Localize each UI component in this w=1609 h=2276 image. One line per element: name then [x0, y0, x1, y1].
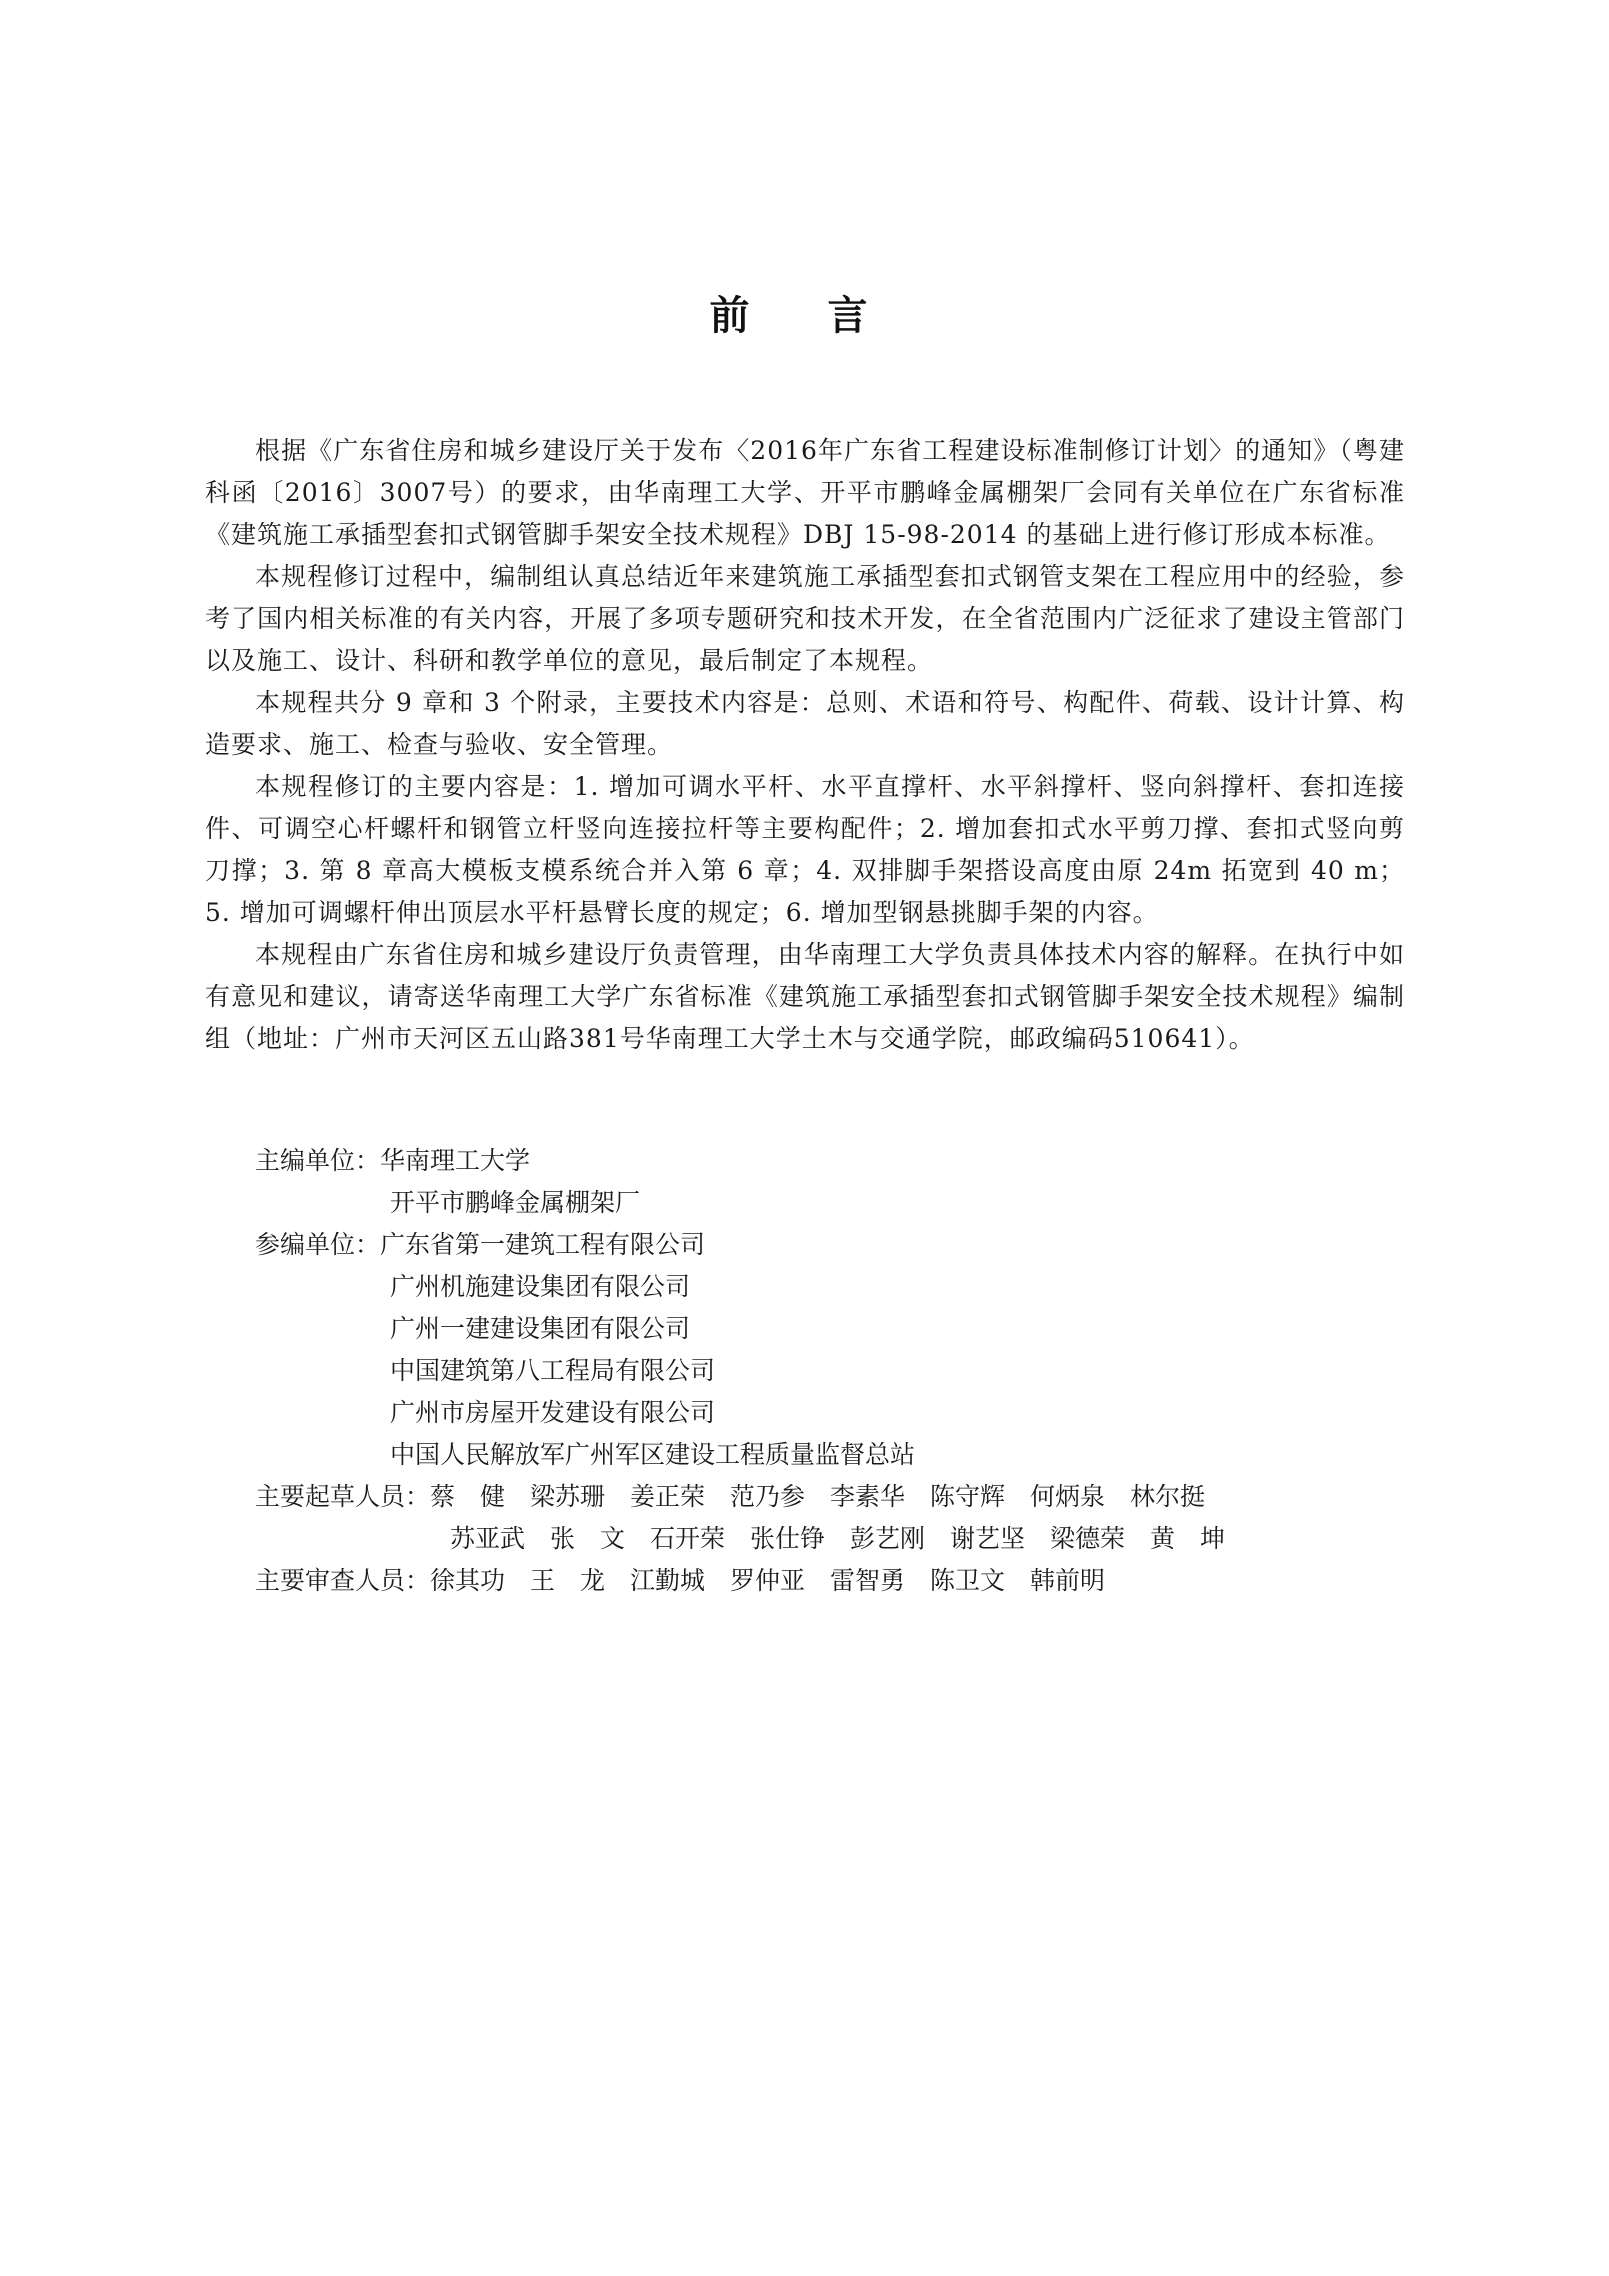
- chief-editor-unit: 华南理工大学: [380, 1146, 531, 1175]
- participant-unit: 中国人民解放军广州军区建设工程质量监督总站: [390, 1440, 916, 1469]
- participant-row: [255, 1350, 1405, 1392]
- participant-unit: 广东省第一建筑工程有限公司: [380, 1230, 706, 1259]
- drafter-name: 梁德荣: [1050, 1524, 1126, 1553]
- participant-unit: 广州机施建设集团有限公司: [390, 1272, 691, 1301]
- reviewer-name: 韩前明: [1030, 1566, 1106, 1595]
- drafter-name: 张仕铮: [750, 1524, 826, 1553]
- participant-unit: 广州市房屋开发建设有限公司: [390, 1398, 716, 1427]
- drafter-name: 何炳泉: [1030, 1482, 1106, 1511]
- participant-row: [255, 1266, 1405, 1308]
- paragraph-4: 本规程修订的主要内容是：1. 增加可调水平杆、水平直撑杆、水平斜撑杆、竖向斜撑杆、套扣连接件、可调空心杆螺杆和钢管立杆竖向连接拉杆等主要构配件；2. 增加套扣式水平剪刀撑、套扣式竖向剪刀撑；3. 第 8 章高大模板支模系统合并入第 6 章；4. 双排脚手架搭设高度由原 24m 拓宽到 40 m；5. 增加可调螺杆伸出顶层水平杆悬臂长度的规定；6. 增加型钢悬挑脚手架的内容。: [205, 772, 1405, 927]
- reviewers-names: [430, 1560, 1130, 1602]
- paragraph-1: 根据《广东省住房和城乡建设厅关于发布〈2016年广东省工程建设标准制修订计划〉的通知》（粤建科函〔2016〕3007号）的要求，由华南理工大学、开平市鹏峰金属棚架厂会同有关单位在广东省标准《建筑施工承插型套扣式钢管脚手架安全技术规程》DBJ 15-98-2014 的基础上进行修订形成本标准。: [205, 436, 1405, 549]
- drafter-name: 梁苏珊: [530, 1482, 606, 1511]
- drafter-name: 彭艺刚: [850, 1524, 926, 1553]
- participant-row: [255, 1308, 1405, 1350]
- reviewer-name: 雷智勇: [830, 1566, 906, 1595]
- drafter-name: 黄 坤: [1150, 1524, 1226, 1553]
- reviewer-name: 陈卫文: [930, 1566, 1006, 1595]
- drafter-name: 陈守辉: [930, 1482, 1006, 1511]
- participant-row: [255, 1434, 1405, 1476]
- paragraph-5: 本规程由广东省住房和城乡建设厅负责管理，由华南理工大学负责具体技术内容的解释。在执行中如有意见和建议，请寄送华南理工大学广东省标准《建筑施工承插型套扣式钢管脚手架安全技术规程》编制组（地址：广州市天河区五山路381号华南理工大学土木与交通学院，邮政编码510641）。: [205, 940, 1405, 1053]
- drafter-name: 苏亚武: [450, 1524, 526, 1553]
- participant-row: [255, 1392, 1405, 1434]
- reviewer-name: 罗仲亚: [730, 1566, 806, 1595]
- drafter-name: 范乃参: [730, 1482, 806, 1511]
- drafters-names: [430, 1476, 1230, 1518]
- reviewer-name: 王 龙: [530, 1566, 606, 1595]
- credits-section: [255, 1140, 1405, 1602]
- drafters-label: 主要起草人员：: [255, 1482, 431, 1511]
- drafter-name: 谢艺坚: [950, 1524, 1026, 1553]
- chief-editor-label: 主编单位：: [255, 1146, 381, 1175]
- drafters-row: [255, 1518, 1405, 1560]
- reviewers-label: 主要审查人员：: [255, 1566, 431, 1595]
- drafters-names: [450, 1518, 1250, 1560]
- chief-editor-row: [255, 1140, 1405, 1182]
- paragraph-2: 本规程修订过程中，编制组认真总结近年来建筑施工承插型套扣式钢管支架在工程应用中的经验，参考了国内相关标准的有关内容，开展了多项专题研究和技术开发，在全省范围内广泛征求了建设主管部门以及施工、设计、科研和教学单位的意见，最后制定了本规程。: [205, 562, 1405, 675]
- drafter-name: 张 文: [550, 1524, 626, 1553]
- reviewers-row: [255, 1560, 1405, 1602]
- drafter-name: 石开荣: [650, 1524, 726, 1553]
- drafter-name: 李素华: [830, 1482, 906, 1511]
- participant-unit: 中国建筑第八工程局有限公司: [390, 1356, 716, 1385]
- drafter-name: 蔡 健: [430, 1482, 506, 1511]
- page-title: 前 言: [709, 293, 900, 339]
- participant-row: [255, 1224, 1405, 1266]
- drafters-row: [255, 1476, 1405, 1518]
- reviewer-name: 徐其功: [430, 1566, 506, 1595]
- participant-unit: 广州一建建设集团有限公司: [390, 1314, 691, 1343]
- paragraph-3: 本规程共分 9 章和 3 个附录，主要技术内容是：总则、术语和符号、构配件、荷载、设计计算、构造要求、施工、检查与验收、安全管理。: [205, 688, 1405, 759]
- chief-editor-unit: 开平市鹏峰金属棚架厂: [390, 1188, 641, 1217]
- reviewer-name: 江勤城: [630, 1566, 706, 1595]
- drafter-name: 林尔挺: [1130, 1482, 1206, 1511]
- participant-label: 参编单位：: [255, 1230, 381, 1259]
- preface-body: [205, 430, 1405, 1060]
- chief-editor-row: [255, 1182, 1405, 1224]
- drafter-name: 姜正荣: [630, 1482, 706, 1511]
